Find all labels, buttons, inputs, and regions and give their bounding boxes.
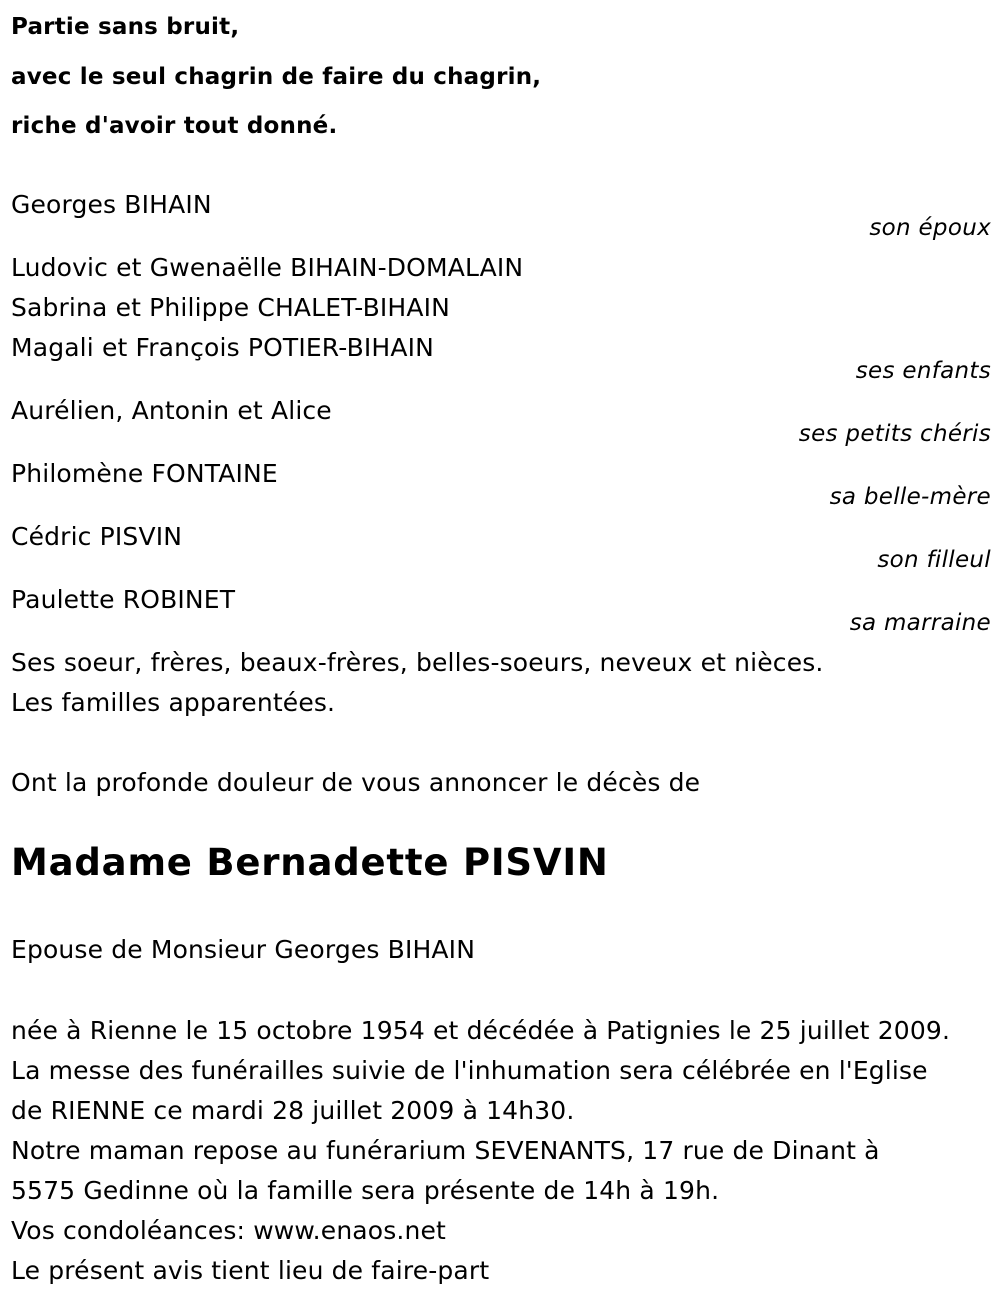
epitaph-line-2: avec le seul chagrin de faire du chagrin, xyxy=(11,64,542,90)
child-line-3: Magali et François POTIER-BIHAIN xyxy=(11,333,434,362)
spouse-name: Georges BIHAIN xyxy=(11,190,212,219)
grandchildren-relation: ses petits chéris xyxy=(798,421,991,447)
details-line-4: Notre maman repose au funérarium SEVENANTS, 17 rue de Dinant à xyxy=(11,1136,880,1165)
godson-name: Cédric PISVIN xyxy=(11,522,183,551)
other-relatives-line-2: Les familles apparentées. xyxy=(11,688,336,717)
grandchildren-names: Aurélien, Antonin et Alice xyxy=(11,396,332,425)
child-line-1: Ludovic et Gwenaëlle BIHAIN-DOMALAIN xyxy=(11,253,524,282)
faire-part-line: Le présent avis tient lieu de faire-part xyxy=(11,1256,490,1285)
announcement-text: Ont la profonde douleur de vous annoncer le décès de xyxy=(11,768,701,797)
deceased-name: Madame Bernadette PISVIN xyxy=(11,841,609,884)
condolences-line: Vos condoléances: www.enaos.net xyxy=(11,1216,446,1245)
child-line-2: Sabrina et Philippe CHALET-BIHAIN xyxy=(11,293,450,322)
mother-in-law-relation: sa belle-mère xyxy=(829,484,991,510)
details-line-3: de RIENNE ce mardi 28 juillet 2009 à 14h30. xyxy=(11,1096,575,1125)
godmother-relation: sa marraine xyxy=(849,610,991,636)
mother-in-law-name: Philomène FONTAINE xyxy=(11,459,278,488)
details-line-2: La messe des funérailles suivie de l'inhumation sera célébrée en l'Eglise xyxy=(11,1056,928,1085)
godson-relation: son filleul xyxy=(877,547,991,573)
children-relation: ses enfants xyxy=(855,358,991,384)
details-line-1: née à Rienne le 15 octobre 1954 et décédée à Patignies le 25 juillet 2009. xyxy=(11,1016,951,1045)
details-line-5: 5575 Gedinne où la famille sera présente de 14h à 19h. xyxy=(11,1176,720,1205)
other-relatives-line-1: Ses soeur, frères, beaux-frères, belles-soeurs, neveux et nièces. xyxy=(11,648,824,677)
epitaph-line-3: riche d'avoir tout donné. xyxy=(11,113,338,139)
spouse-relation: son époux xyxy=(869,215,991,241)
epitaph-line-1: Partie sans bruit, xyxy=(11,14,240,40)
godmother-name: Paulette ROBINET xyxy=(11,585,236,614)
spouse-of-line: Epouse de Monsieur Georges BIHAIN xyxy=(11,935,476,964)
